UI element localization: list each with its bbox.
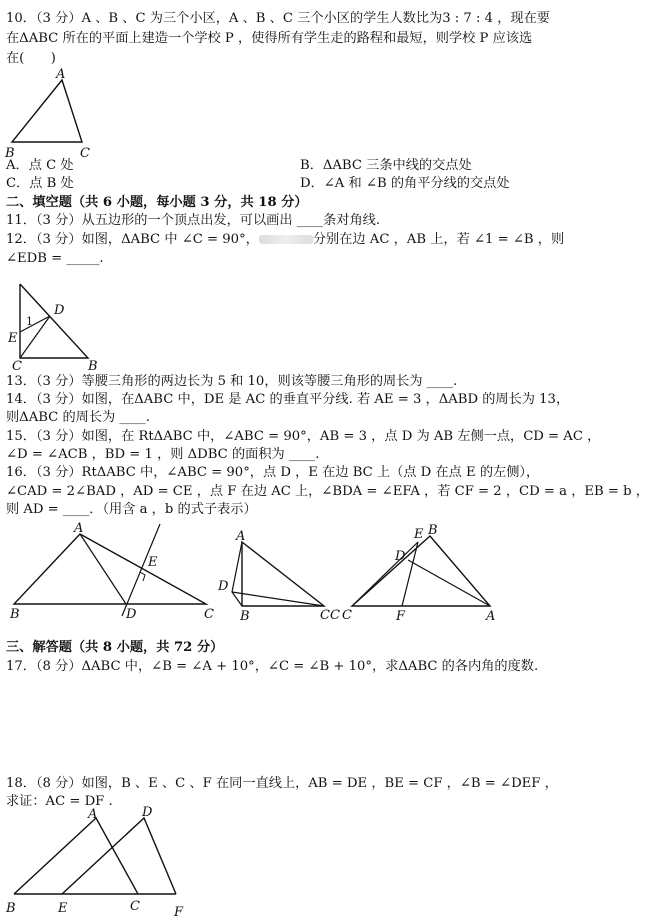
q16-line3: 则 AD = ____．（用含 a ，b 的式子表示） — [6, 502, 257, 517]
q14-line2: 则ΔABC 的周长为 ____. — [6, 410, 150, 425]
fig16-label-a: A — [486, 609, 496, 624]
section-3-heading: 三、解答题（共 8 小题，共 72 分） — [6, 640, 224, 655]
fig15-label-d: D — [218, 579, 229, 594]
q15-line1: 15．（3 分）如图，在 RtΔABC 中，∠ABC = 90°，AB = 3 ，点 D 为 AB 左侧一点，CD = AC ， — [6, 429, 601, 444]
q12-label-b: B — [88, 359, 98, 374]
q10-line1: 10．（3 分）A 、B 、C 为三个小区，A 、B 、C 三个小区的学生人数比为3 : 7 : 4 ，现在要 — [6, 11, 550, 26]
blurred-region — [259, 235, 313, 244]
fig14-label-e: E — [148, 555, 158, 570]
q10-label-a: A — [56, 67, 66, 82]
q18-line1: 18．（8 分）如图，B 、E 、C 、F 在同一直线上，AB = DE ，BE = CF ，∠B = ∠DEF ， — [6, 776, 558, 791]
q12-line1 — [6, 231, 565, 249]
q10-label-c: C — [80, 146, 90, 161]
q11-text: 11．（3 分）从五边形的一个顶点出发，可以画出 ____条对角线. — [6, 213, 381, 228]
fig18-label-f: F — [174, 905, 184, 920]
q15-line2: ∠D = ∠ACB ，BD = 1 ，则 ΔDBC 的面积为 ____. — [6, 447, 320, 462]
q10-option-c: C．点 B 处 — [6, 176, 74, 191]
q10-line2: 在ΔABC 所在的平面上建造一个学校 P ，使得所有学生走的路程和最短，则学校 P 应该选 — [6, 31, 533, 46]
q10-option-a: A．点 C 处 — [6, 158, 74, 173]
fig16-label-d: D — [395, 549, 406, 564]
q12-label-d: D — [54, 303, 65, 318]
q15-figure — [212, 526, 342, 626]
fig15-label-c: CC — [320, 608, 340, 623]
fig14-label-b: B — [10, 607, 20, 622]
q18-figure — [0, 806, 200, 921]
q14-figure — [0, 520, 220, 625]
fig15-label-b: B — [240, 609, 250, 624]
q12-figure — [0, 268, 110, 372]
section-2-heading: 二、填空题（共 6 小题，每小题 3 分，共 18 分） — [6, 195, 308, 210]
q18-line2: 求证：AC = DF . — [6, 794, 113, 809]
q16-line2: ∠CAD = 2∠BAD ，AD = CE ，点 F 在边 AC 上，∠BDA = ∠EFA ，若 CF = 2 ，CD = a ，EB = b ， — [6, 484, 649, 499]
fig14-label-d: D — [126, 607, 137, 622]
q16-figure — [340, 522, 500, 624]
q12-label-e: E — [8, 331, 18, 346]
fig16-label-c: C — [342, 608, 352, 623]
q10-line3: 在( ) — [6, 51, 56, 66]
fig18-label-a: A — [88, 807, 98, 822]
fig18-label-e: E — [58, 901, 68, 916]
fig16-label-b: B — [428, 523, 438, 538]
fig18-label-d: D — [142, 805, 153, 820]
fig14-label-c: C — [204, 607, 214, 622]
q10-option-d: D．∠A 和 ∠B 的角平分线的交点处 — [300, 176, 510, 191]
fig14-label-a: A — [74, 521, 84, 536]
q10-triangle-figure — [0, 68, 110, 160]
q10-label-b: B — [5, 146, 15, 161]
q17-text: 17．（8 分）ΔABC 中，∠B = ∠A + 10°，∠C = ∠B + 10°，求ΔABC 的各内角的度数. — [6, 659, 539, 674]
q12-label-c: C — [12, 359, 22, 374]
q12-line1-start: 12．（3 分）如图，ΔABC 中 ∠C = 90°， — [6, 232, 259, 247]
q12-label-1: 1 — [26, 315, 33, 328]
q16-line1: 16．（3 分）RtΔABC 中，∠ABC = 90°，点 D ，E 在边 BC 上（点 D 在点 E 的左侧）， — [6, 465, 540, 480]
fig15-label-a: A — [236, 529, 246, 544]
q14-line1: 14．（3 分）如图，在ΔABC 中，DE 是 AC 的垂直平分线. 若 AE = 3 ，ΔABD 的周长为 13， — [6, 392, 570, 407]
fig18-label-c: C — [130, 899, 140, 914]
q10-option-b: B．ΔABC 三条中线的交点处 — [300, 158, 472, 173]
fig18-label-b: B — [6, 901, 16, 916]
q12-line1-end: 分别在边 AC ，AB 上，若 ∠1 = ∠B ，则 — [312, 232, 565, 247]
q13-text: 13．（3 分）等腰三角形的两边长为 5 和 10，则该等腰三角形的周长为 ____. — [6, 374, 458, 389]
fig16-label-e: E — [414, 527, 424, 542]
q12-line2: ∠EDB = _____. — [6, 251, 104, 266]
fig16-label-f: F — [396, 609, 406, 624]
